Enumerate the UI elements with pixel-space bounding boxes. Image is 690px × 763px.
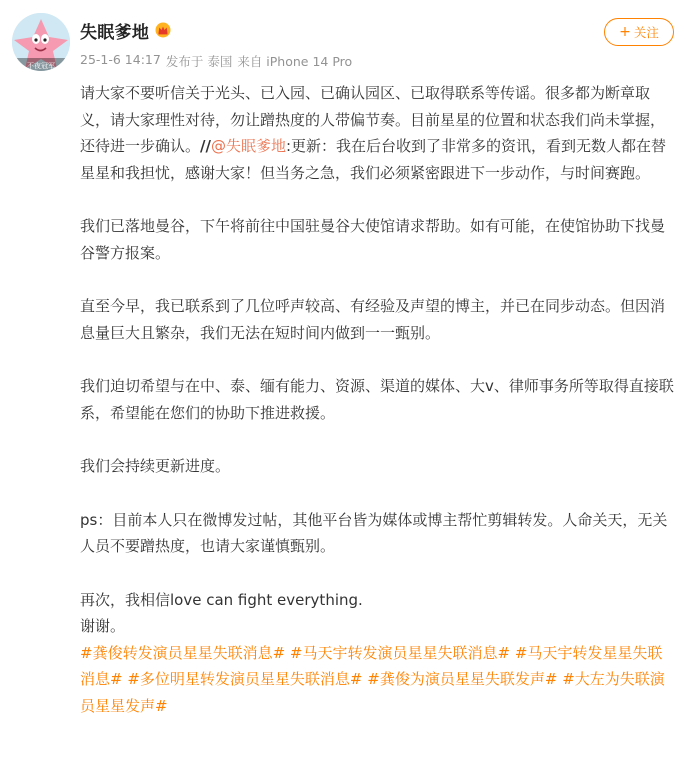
avatar-caption: 不夜冠军 bbox=[27, 62, 55, 70]
avatar[interactable] bbox=[12, 13, 70, 71]
mention-link[interactable]: @失眠爹地 bbox=[210, 137, 286, 155]
post-meta bbox=[80, 52, 352, 70]
name-row bbox=[80, 17, 171, 43]
paragraph-7-line-2: 谢谢。 bbox=[80, 617, 126, 635]
post-content bbox=[80, 80, 676, 746]
paragraph-2: 我们已落地曼谷，下午将前往中国驻曼谷大使馆请求帮助。如有可能，在使馆协助下找曼谷警方报案。 bbox=[80, 217, 666, 262]
paragraph-5: 我们会持续更新进度。 bbox=[80, 457, 231, 475]
follow-button[interactable] bbox=[604, 18, 674, 46]
topic-link[interactable]: #马天宇转发演员星星失联消息# bbox=[289, 643, 511, 662]
topic-list bbox=[80, 640, 676, 720]
post-source: 来自 iPhone 14 Pro bbox=[237, 54, 353, 69]
topic-link[interactable]: #龚俊为演员星星失联发声# bbox=[367, 670, 558, 688]
username[interactable]: 失眠爹地 bbox=[80, 22, 150, 43]
repost-mark: // bbox=[200, 137, 211, 155]
follow-label: 关注 bbox=[633, 25, 659, 40]
paragraph-6: ps：目前本人只在微博发过帖，其他平台皆为媒体或博主帮忙剪辑转发。人命关天，无关人员不要蹭热度，也请大家谨慎甄别。 bbox=[80, 510, 668, 555]
topic-link[interactable]: #大左为失联演员星星发声# bbox=[80, 670, 665, 715]
post-location: 发布于 泰国 bbox=[165, 54, 233, 69]
paragraph-1-after: :更新：我在后台收到了非常多的资讯，看到无数人都在替星星和我担忧，感谢大家！但当务之急，我们必须紧密跟进下一步动作，与时间赛跑。 bbox=[80, 137, 667, 182]
paragraph-1-text: 请大家不要听信关于光头、已入园、已确认园区、已取得联系等传谣。很多都为断章取义，请大家理性对待，勿让蹭热度的人带偏节奏。目前星星的位置和状态我们尚未掌握，还待进一步确认。 bbox=[80, 84, 666, 155]
topic-link[interactable]: #龚俊转发演员星星失联消息# bbox=[80, 643, 286, 662]
paragraph-7-line-1: 再次，我相信love can fight everything. bbox=[80, 590, 363, 609]
patrick-star-avatar-icon bbox=[12, 13, 70, 71]
post-time[interactable]: 25-1-6 14:17 bbox=[80, 52, 161, 67]
vip-crown-icon bbox=[155, 22, 171, 38]
paragraph-4: 我们迫切希望与在中、泰、缅有能力、资源、渠道的媒体、大v、律师事务所等取得直接联系，希望能在您们的协助下推进救援。 bbox=[80, 377, 674, 422]
topic-link[interactable]: #多位明星转发演员星星失联消息# bbox=[127, 670, 363, 688]
paragraph-3: 直至今早，我已联系到了几位呼声较高、有经验及声望的博主，并已在同步动态。但因消息量巨大且繁杂，我们无法在短时间内做到一一甄别。 bbox=[80, 297, 666, 342]
topic-link[interactable]: #马天宇转发星星失联消息# bbox=[80, 643, 663, 688]
plus-icon: + bbox=[619, 24, 631, 40]
paragraph-1 bbox=[80, 80, 676, 186]
